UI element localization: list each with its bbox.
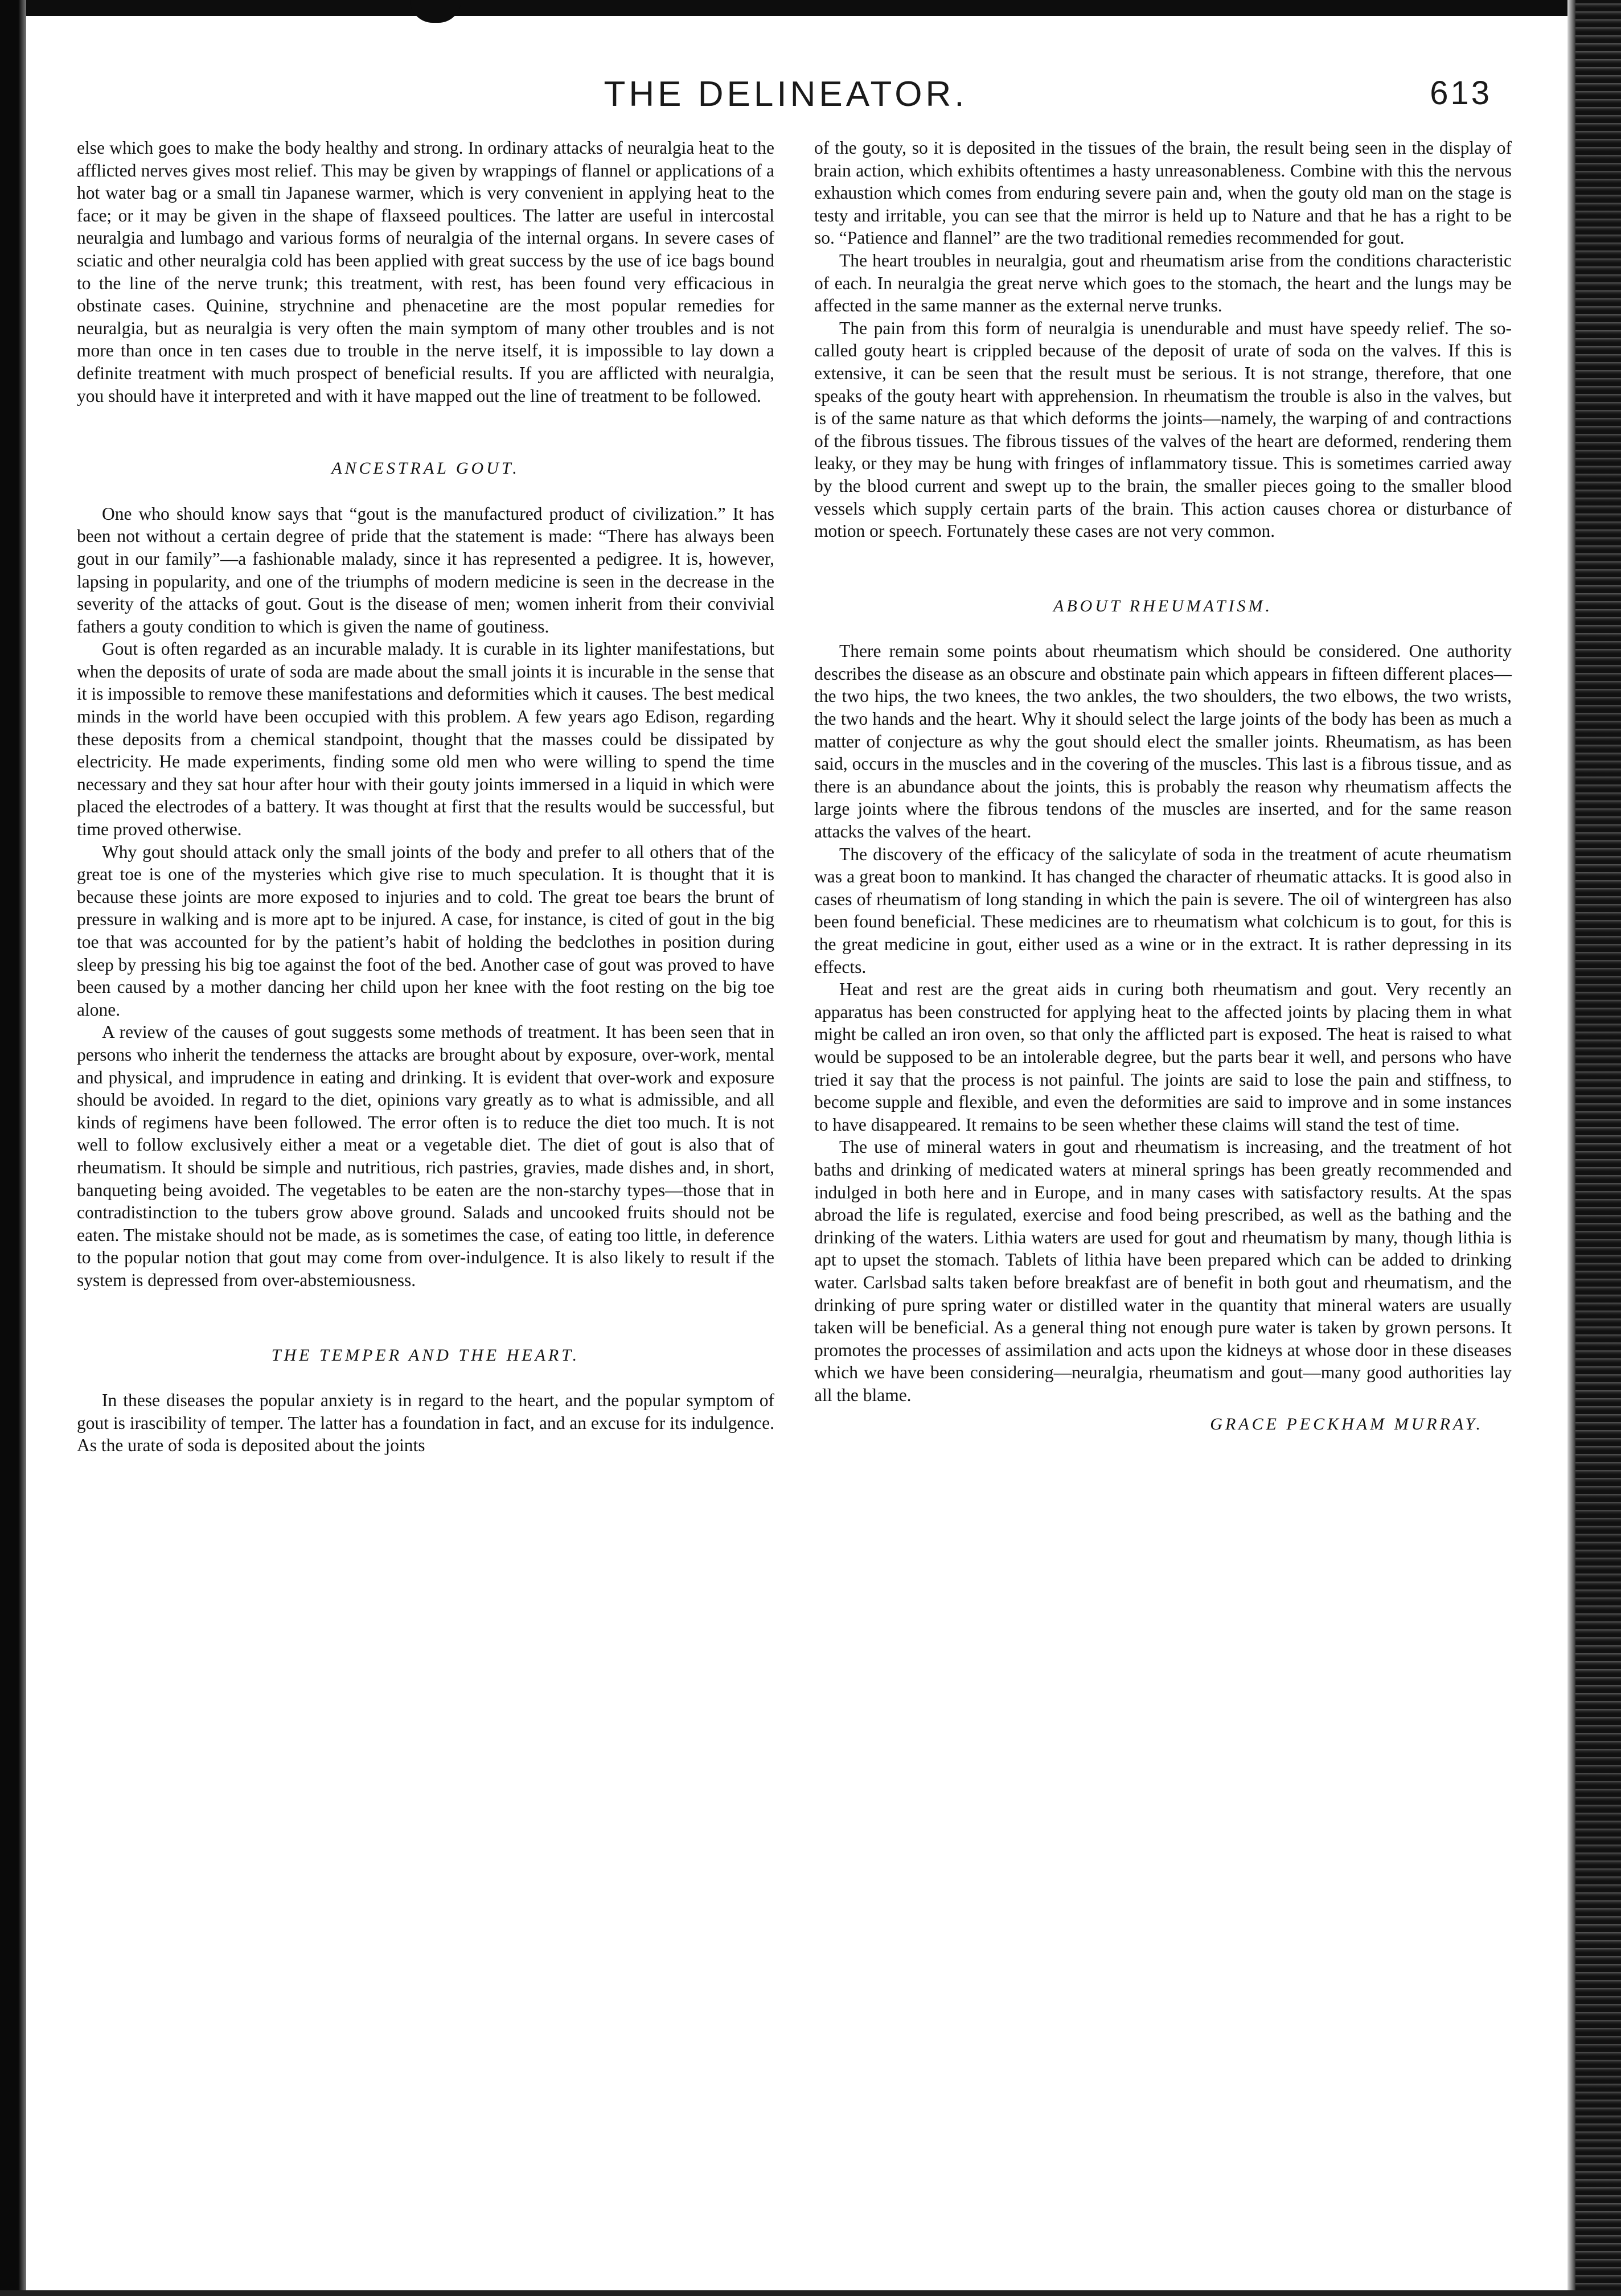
paragraph: Why gout should attack only the small joints of the body and prefer to all others that of the great toe is one of the mysteries which give rise to much speculation. It is thought that it is because these joints are more exposed to injuries and to cold. The great toe bears the brunt of pressure in walking and is more apt to be injured. A case, for instance, is cited of gout in the big toe that was accounted for by the patient’s habit of holding the bedclothes in position during sleep by pressing his big toe against the foot of the bed. Another case of gout was proved to have been caused by a mother dancing her child upon her knee with the foot resting on the big toe alone. xyxy=(77,841,774,1020)
paragraph: Gout is often regarded as an incurable malady. It is curable in its lighter manifestations, but when the deposits of urate of soda are made about the small joints it is incurable in the sense that it is impossible to remove these manifestations and deformities which it causes. The best medical minds in the world have been occupied with this problem. A few years ago Edison, regarding these deposits from a chemical standpoint, thought that the masses could be dissipated by electricity. He made experiments, finding some old men who were willing to spend the time necessary and they sat hour after hour with their gouty joints immersed in a liquid in which were placed the electrodes of a battery. It was thought at first that the results would be successful, but time proved otherwise. xyxy=(77,639,775,840)
section-heading-temper-heart: THE TEMPER AND THE HEART. xyxy=(271,1345,580,1365)
paragraph: The use of mineral waters in gout and rheumatism is increasing, and the treatment of hot baths and drinking of medicated waters at mineral springs has been greatly recommended and indulged in both here and in Europe, and in many cases with satisfactory results. At the spas abroad the life is regulated, exercise and food being prescribed, as well as the bathing and the drinking of the waters. Lithia waters are used for gout and rheumatism by many, though lithia is apt to upset the stomach. Tablets of lithia have been prepared which can be added to drinking water. Carlsbad salts taken before breakfast are of benefit in both gout and rheumatism, and the drinking of pure spring water or distilled water in the quantity that mineral waters are usually taken will be beneficial. As a general thing not enough pure water is taken by grown persons. It promotes the processes of assimilation and acts upon the kidneys at whose door in these diseases which we have been considering—neuralgia, rheumatism and gout—many good authorities lay all the blame. xyxy=(814,1137,1512,1405)
scan-left-border xyxy=(0,0,26,2296)
paragraph: In these diseases the popular anxiety is in regard to the heart, and the popular symptom of gout is irascibility of temper. The latter has a foundation in fact, and an excuse for its indulgence. As the urate of soda is deposited about the joints xyxy=(77,1390,774,1456)
page-number: 613 xyxy=(1430,75,1492,112)
document-page xyxy=(57,0,1515,2296)
section-heading-ancestral-gout: ANCESTRAL GOUT. xyxy=(331,459,520,478)
paragraph: There remain some points about rheumatism which should be considered. One authority describes the disease as an obscure and obstinate pain which appears in fifteen different places—the two hips, the two knees, the two ankles, the two shoulders, the two elbows, the two wrists, the two hands and the heart. Why it should select the large joints of the body has been as much a matter of conjecture as why the gout should elect the smaller joints. Rheumatism, as has been said, occurs in the muscles and in the covering of the muscles. This last is a fibrous tissue, and as there is an abundance about the joints, this is probably the reason why rheumatism affects the large joints where the fibrous tendons of the muscles are inserted, and for the same reason attacks the valves of the heart. xyxy=(814,641,1512,842)
right-column xyxy=(814,137,1512,1436)
paragraph-neuralgia-treatment: else which goes to make the body healthy and strong. In ordinary attacks of neuralgia heat to the afflicted nerves gives most relief. This may be given by wrappings of flannel or applications of a hot water bag or a small tin Japanese warmer, which is very convenient in applying heat to the face; or it may be given in the shape of flaxseed poultices. The latter are useful in intercostal neuralgia and lumbago and various forms of neuralgia of the internal organs. In severe cases of sciatic and other neuralgia cold has been applied with great success by the use of ice bags bound to the line of the nerve trunk; this treatment, with rest, has been found very efficacious in obstinate cases. Quinine, strychnine and phenacetine are the most popular remedies for neuralgia, but as neuralgia is very often the main symptom of many other troubles and is not more than once in ten cases due to trouble in the nerve itself, it is impossible to lay down a definite treatment with much prospect of beneficial results. If you are afflicted with neuralgia, you should have it interpreted and with it have mapped out the line of treatment to be followed. xyxy=(77,138,774,406)
paragraph-continued: of the gouty, so it is deposited in the tissues of the brain, the result being seen in the display of brain action, which exhibits oftentimes a hasty unreasonableness. Combine with this the nervous exhaustion which comes from enduring severe pain and, when the gouty old man on the stage is testy and irritable, you can see that the mirror is held up to Nature and that he has a right to be so. “Patience and flannel” are the two traditional remedies recommended for gout. xyxy=(814,138,1512,248)
paragraph: The discovery of the efficacy of the salicylate of soda in the treatment of acute rheumatism was a great boon to mankind. It has changed the character of rheumatic attacks. It is good also in cases of rheumatism of long standing in which the pain is severe. The oil of wintergreen has also been found beneficial. These medicines are to rheumatism what colchicum is to gout, for this is the great medicine in gout, either used as a wine or in the extract. It is rather depressing in its effects. xyxy=(814,844,1512,977)
paragraph: A review of the causes of gout suggests some methods of treatment. It has been seen that in persons who inherit the tenderness the attacks are brought about by exposure, over-work, mental and physical, and imprudence in eating and drinking. It is evident that over-work and exposure should be avoided. In regard to the diet, opinions vary greatly as to what is admissible, and all kinds of regimens have been followed. The error often is to reduce the diet too much. It is not well to follow exclusively either a meat or a vegetable diet. The diet of gout is also that of rheumatism. It should be simple and nutritious, rich pastries, gravies, made dishes and, in short, banqueting being avoided. The vegetables to be eaten are the non-starchy types—those that in contradistinction to the tubers grow above ground. Salads and uncooked fruits should not be eaten. The mistake should not be made, as is sometimes the case, of eating too little, in deference to the popular notion that gout may come from over-indulgence. It is also likely to result if the system is depressed from over-abstemiousness. xyxy=(77,1022,774,1290)
scan-right-shadow xyxy=(1567,0,1575,2296)
scan-right-border xyxy=(1575,0,1621,2296)
section-heading-about-rheumatism: ABOUT RHEUMATISM. xyxy=(1053,596,1273,615)
paragraph: The heart troubles in neuralgia, gout and rheumatism arise from the conditions characteristic of each. In neuralgia the great nerve which goes to the stomach, the heart and the lungs may be affected in the same manner as the external nerve trunks. xyxy=(814,250,1512,316)
paragraph: One who should know says that “gout is the manufactured product of civilization.” It has been not without a certain degree of pride that the statement is made: “There has always been gout in our family”—a fashionable malady, since it has represented a pedigree. It is, however, lapsing in popularity, and one of the triumphs of modern medicine is seen in the decrease in the severity of the attacks of gout. Gout is the disease of men; women inherit from their convivial fathers a gouty condition to which is given the name of goutiness. xyxy=(77,503,774,636)
author-signature: GRACE PECKHAM MURRAY. xyxy=(1210,1415,1483,1434)
paragraph: Heat and rest are the great aids in curing both rheumatism and gout. Very recently an apparatus has been constructed for applying heat to the affected joints by placing them in what might be called an iron oven, so that only the afflicted part is exposed. The heat is raised to what would be supposed to be an intolerable degree, but the parts bear it well, and persons who have tried it say that the process is not painful. The joints are said to lose the pain and stiffness, to become supple and flexible, and even the deformities are said to improve and in some instances to have disappeared. It remains to be seen whether these claims will stand the test of time. xyxy=(814,979,1512,1135)
running-head: THE DELINEATOR. xyxy=(604,75,968,114)
left-column xyxy=(77,137,774,1457)
paragraph: The pain from this form of neuralgia is unendurable and must have speedy relief. The so-called gouty heart is crippled because of the deposit of urate of soda on the valves. If this is extensive, it can be seen that the result must be serious. It is not strange, therefore, that one speaks of the gouty heart with apprehension. In rheumatism the trouble is also in the valves, but is of the same nature as that which deforms the joints—namely, the warping of and contractions of the fibrous tissues. The fibrous tissues of the valves of the heart are deformed, rendering them leaky, or they may be hung with fringes of inflammatory tissue. This is sometimes carried away by the blood current and swept up to the brain, the smaller pieces going to the smaller blood vessels which supply certain parts of the brain. This action causes chorea or disturbance of motion or speech. Fortunately these cases are not very common. xyxy=(814,318,1512,541)
